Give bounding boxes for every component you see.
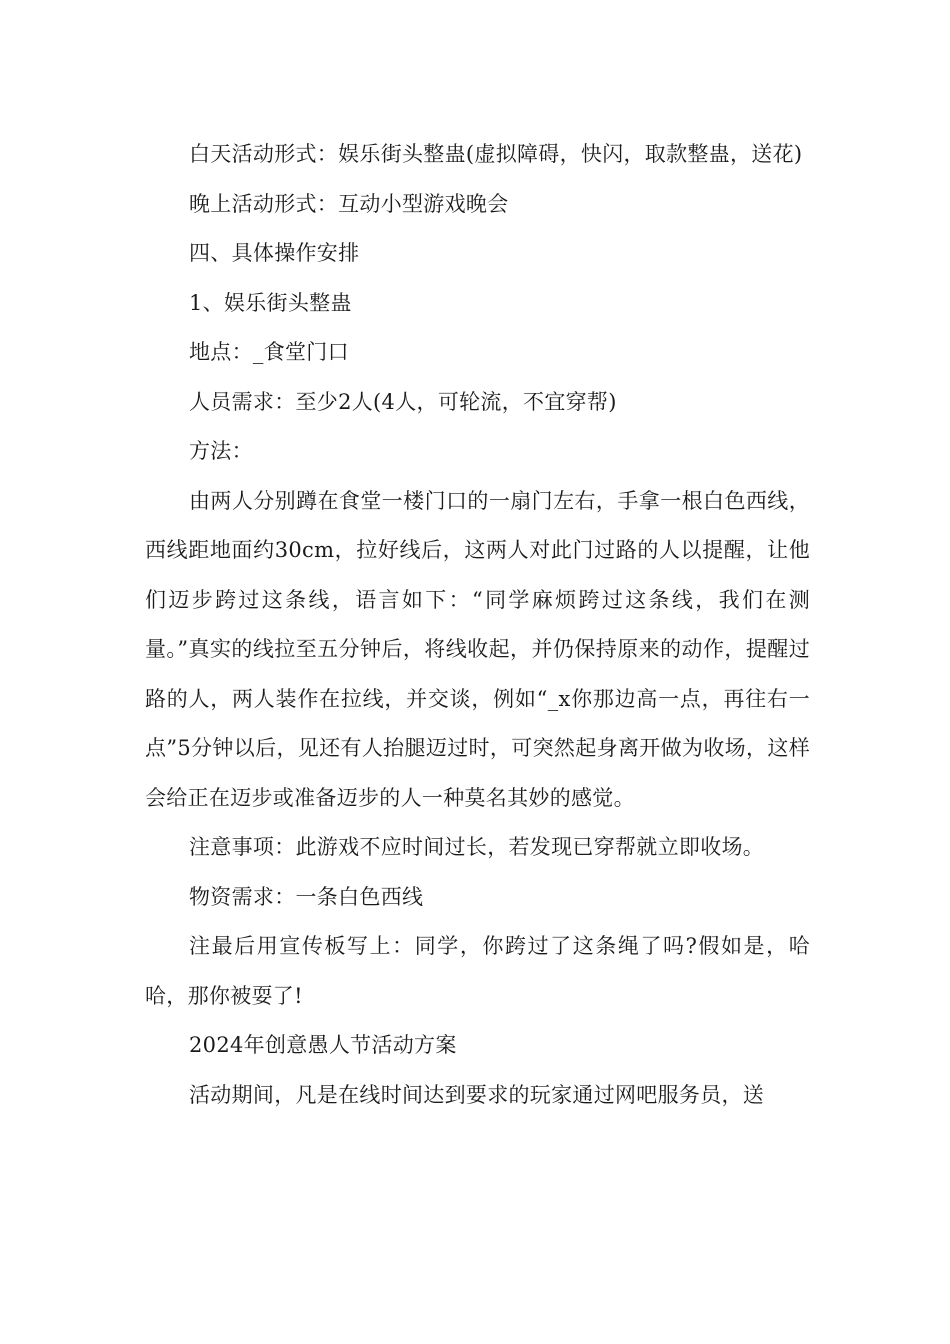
- paragraph-method-label: 方法：: [189, 439, 253, 463]
- document-body: [145, 130, 810, 1120]
- paragraph-staffing: 人员需求：至少2人(4人，可轮流，不宜穿帮): [189, 389, 617, 414]
- subheading-street-prank: 1、娱乐街头整蛊: [189, 290, 352, 315]
- paragraph-location: 地点：_食堂门口: [189, 340, 349, 364]
- heading-2024-plan: 2024年创意愚人节活动方案: [189, 1033, 457, 1057]
- paragraph-notes: 注意事项：此游戏不应时间过长，若发现已穿帮就立即收场。: [189, 835, 765, 859]
- paragraph-materials: 物资需求：一条白色西线: [189, 884, 424, 909]
- section-heading-operations: 四、具体操作安排: [189, 241, 360, 265]
- paragraph-daytime-activity: 白天活动形式：娱乐街头整蛊(虚拟障碍，快闪，取款整蛊，送花): [189, 142, 803, 166]
- paragraph-event-period: 活动期间，凡是在线时间达到要求的玩家通过网吧服务员，送: [189, 1082, 765, 1107]
- paragraph-evening-activity: 晚上活动形式：互动小型游戏晚会: [189, 191, 509, 216]
- paragraph-board-note: 注最后用宣传板写上：同学，你跨过了这条绳了吗?假如是，哈哈，那你被耍了!: [145, 934, 810, 1008]
- paragraph-method-description: 由两人分别蹲在食堂一楼门口的一扇门左右，手拿一根白色西线，西线距地面约30cm，拉好线后，这两人对此门过路的人以提醒，让他们迈步跨过这条线，语言如下：“同学麻烦跨过这条线，我们在测量。”真实的线拉至五分钟后，将线收起，并仍保持原来的动作，提醒过路的人，两人装作在拉线，并交谈，例如“_x你那边高一点，再往右一点”5分钟以后，见还有人抬腿迈过时，可突然起身离开做为收场，这样会给正在迈步或准备迈步的人一种莫名其妙的感觉。: [145, 488, 810, 810]
